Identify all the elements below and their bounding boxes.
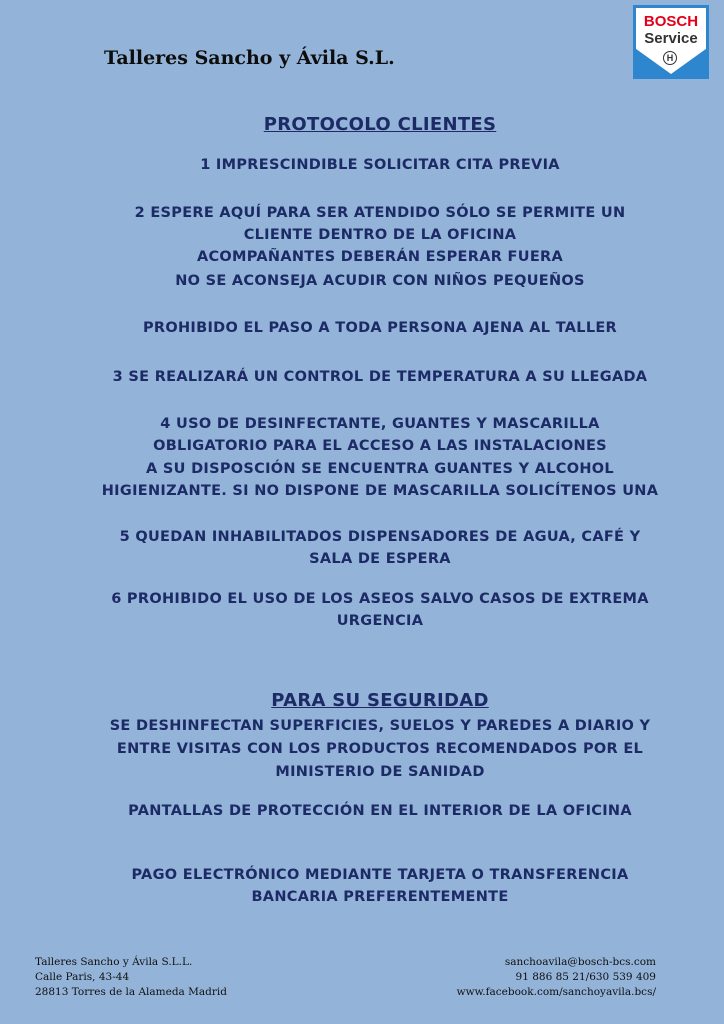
protocol-line: 4 USO DE DESINFECTANTE, GUANTES Y MASCARILLA xyxy=(160,416,600,432)
footer-city: 28813 Torres de la Alameda Madrid xyxy=(35,986,227,998)
protocol-line: NO SE ACONSEJA ACUDIR CON NIÑOS PEQUEÑOS xyxy=(175,273,585,289)
footer-phone: 91 886 85 21/630 539 409 xyxy=(515,971,656,983)
logo-bosch-text: BOSCH xyxy=(643,13,699,30)
protocol-line: HIGIENIZANTE. SI NO DISPONE DE MASCARILLA SOLICÍTENOS UNA xyxy=(101,483,659,499)
footer-street: Calle Paris, 43-44 xyxy=(35,971,130,983)
security-line: PANTALLAS DE PROTECCIÓN EN EL INTERIOR DE LA OFICINA xyxy=(128,803,632,819)
protocol-line: 3 SE REALIZARÁ UN CONTROL DE TEMPERATURA A SU LLEGADA xyxy=(112,369,648,385)
protocol-title: PROTOCOLO CLIENTES xyxy=(263,114,497,135)
protocol-line: OBLIGATORIO PARA EL ACCESO A LAS INSTALACIONES xyxy=(153,438,607,454)
footer-company: Talleres Sancho y Ávila S.L.L. xyxy=(35,956,193,968)
footer-email: sanchoavila@bosch-bcs.com xyxy=(504,956,656,968)
protocol-line: 1 IMPRESCINDIBLE SOLICITAR CITA PREVIA xyxy=(200,157,560,173)
protocol-line: 6 PROHIBIDO EL USO DE LOS ASEOS SALVO CASOS DE EXTREMA xyxy=(111,591,649,607)
protocol-line: ACOMPAÑANTES DEBERÁN ESPERAR FUERA xyxy=(196,249,564,265)
security-line: MINISTERIO DE SANIDAD xyxy=(275,764,485,780)
protocol-line: CLIENTE DENTRO DE LA OFICINA xyxy=(243,227,517,243)
protocol-line: PROHIBIDO EL PASO A TODA PERSONA AJENA AL TALLER xyxy=(142,320,618,336)
protocol-line: URGENCIA xyxy=(336,613,424,629)
footer-contact xyxy=(457,955,656,1000)
security-line: ENTRE VISITAS CON LOS PRODUCTOS RECOMENDADOS POR EL xyxy=(116,741,644,757)
footer-address xyxy=(35,955,227,1000)
bosch-service-logo xyxy=(633,5,709,79)
security-line: SE DESHINFECTAN SUPERFICIES, SUELOS Y PAREDES A DIARIO Y xyxy=(109,718,651,734)
security-line: PAGO ELECTRÓNICO MEDIANTE TARJETA O TRANSFERENCIA xyxy=(131,867,629,883)
protocol-line: SALA DE ESPERA xyxy=(309,551,451,567)
protocol-line: 2 ESPERE AQUÍ PARA SER ATENDIDO SÓLO SE PERMITE UN xyxy=(134,205,626,221)
bosch-emblem-icon: H xyxy=(663,51,677,65)
security-line: BANCARIA PREFERENTEMENTE xyxy=(251,889,509,905)
protocol-line: 5 QUEDAN INHABILITADOS DISPENSADORES DE AGUA, CAFÉ Y xyxy=(119,529,641,545)
security-title: PARA SU SEGURIDAD xyxy=(271,690,489,711)
logo-service-text: Service xyxy=(644,30,698,47)
footer-facebook: www.facebook.com/sanchoyavila.bcs/ xyxy=(456,986,656,998)
protocol-line: A SU DISPOSCIÓN SE ENCUENTRA GUANTES Y ALCOHOL xyxy=(146,461,614,477)
company-name: Talleres Sancho y Ávila S.L. xyxy=(104,47,395,69)
